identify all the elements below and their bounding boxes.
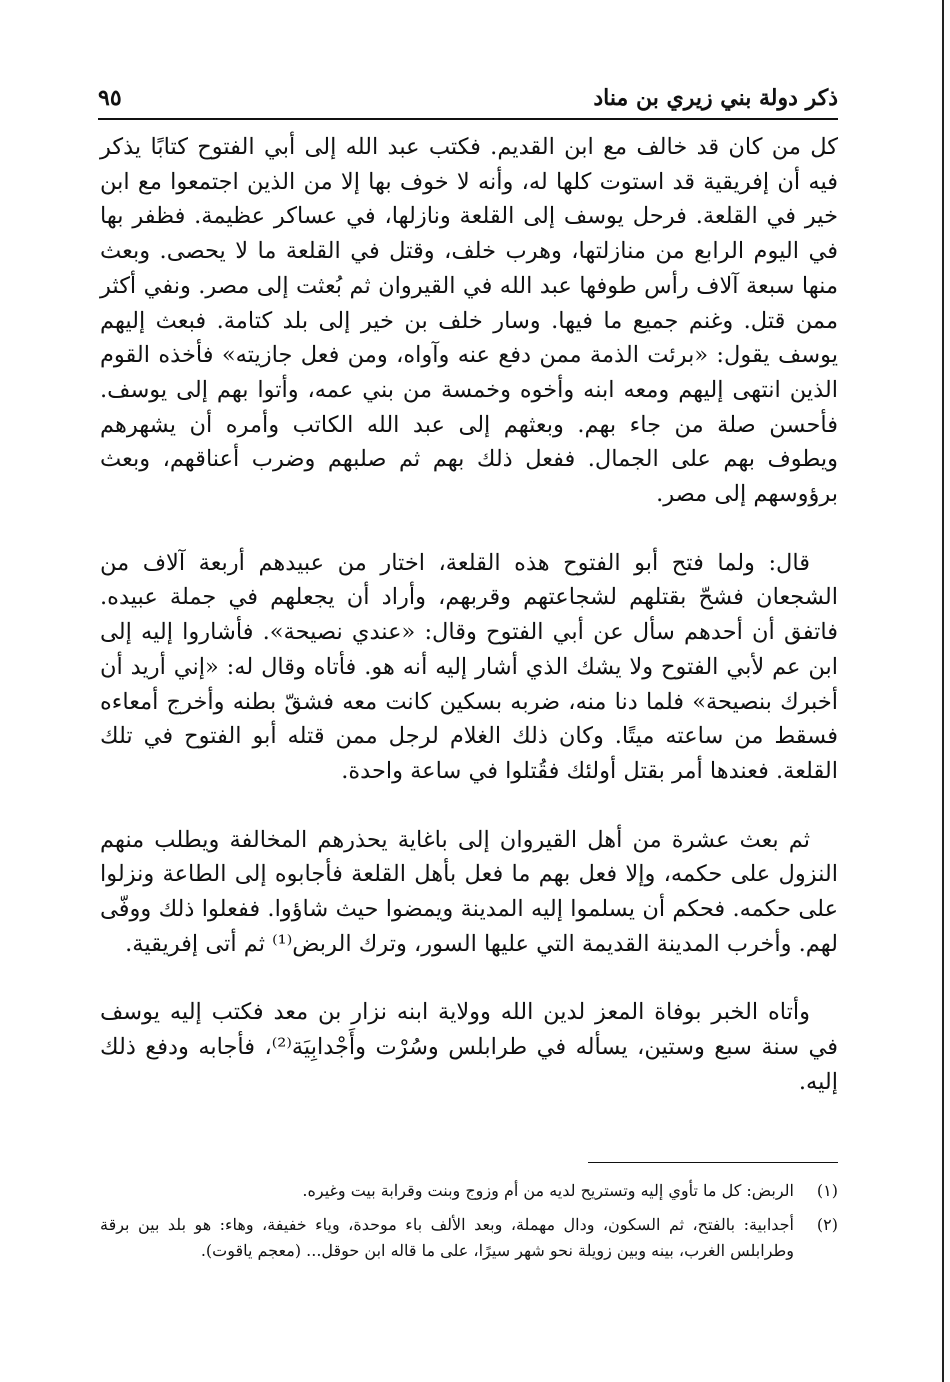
- footnote: [100, 1178, 838, 1204]
- paragraph: ثم بعث عشرة من أهل القيروان إلى باغاية يحذرهم المخالفة ويطلب منهم النزول على حكمه، وإلا فعل بهم ما فعل بأهل القلعة فأجابوه إلى الطاعة ونزلوا على حكمه. فحكم أن يسلموا إليه المدينة ويمضوا حيث شاؤوا. ففعلوا ذلك ووفّى لهم. وأخرب المدينة القديمة التي عليها السور، وترك الربض⁽¹⁾ ثم أتى إفريقية.: [100, 826, 838, 957]
- chapter-title: ذكر دولة بني زيري بن مناد: [593, 85, 838, 111]
- paragraph: وأتاه الخبر بوفاة المعز لدين الله وولاية ابنه نزار بن معد فكتب إليه يوسف في سنة سبع وستين، يسأله في طرابلس وسُرْت وأَجْدابِيَة⁽²⁾، فأجابه ودفع ذلك إليه.: [100, 999, 838, 1095]
- footnotes: [100, 1178, 838, 1272]
- footnote-text: الربض: كل ما تأوي إليه وتستريح لديه من أم وزوج وبنت وقرابة بيت وغيره.: [302, 1181, 794, 1200]
- page-edge: [942, 0, 950, 1382]
- running-header: [98, 78, 838, 118]
- main-text: [100, 130, 838, 1134]
- page-number: ٩٥: [98, 85, 122, 111]
- paragraph: قال: ولما فتح أبو الفتوح هذه القلعة، اختار من عبيدهم أربعة آلاف من الشجعان فشحّ بقتلهم لشجاعتهم وقربهم، وأراد أن يجعلهم في جملة عبيده. فاتفق أن أحدهم سأل عن أبي الفتوح وقال: «عندي نصيحة». فأشاروا إليه إلى ابن عم لأبي الفتوح ولا يشك الذي أشار إليه أنه هو. فأتاه وقال له: «إني أريد أن أخبرك بنصيحة» فلما دنا منه، ضربه بسكين كانت معه فشقّ بطنه وأخرج أمعاءه فسقط من ساعته ميتًا. وكان ذلك الغلام لرجل ممن قتله أبو الفتوح في تلك القلعة. فعندها أمر بقتل أولئك فقُتلوا في ساعة واحدة.: [100, 549, 838, 784]
- footnote-number: (٢): [816, 1215, 838, 1234]
- footnote-number: (١): [816, 1181, 838, 1200]
- footnote-text: أجدابية: بالفتح، ثم السكون، ودال مهملة، وبعد الألف باء موحدة، وياء خفيفة، وهاء: هو بلد بين برقة وطرابلس الغرب، بينه وبين زويلة نحو شهر سيرًا، على ما قاله ابن حوقل... (معجم ياقوت).: [100, 1215, 794, 1260]
- footnote: [100, 1212, 838, 1264]
- paragraph: كل من كان قد خالف مع ابن القديم. فكتب عبد الله إلى أبي الفتوح كتابًا يذكر فيه أن إفريقية قد استوت كلها له، وأنه لا خوف بها إلا من الذين اجتمعوا مع ابن خير في القلعة. فرحل يوسف إلى القلعة ونازلها، في عساكر عظيمة. فظفر بها في اليوم الرابع من منازلتها، وهرب خلف، وقتل في القلعة ما لا يحصى. وبعث منها سبعة آلاف رأس طوفها عبد الله في القيروان ثم بُعثت إلى مصر. ونفي أكثر ممن قتل. وغنم جميع ما فيها. وسار خلف بن خير إلى بلد كتامة. فبعث إليهم يوسف يقول: «برئت الذمة ممن دفع عنه وآواه، ومن فعل جازيته» فأخذه القوم الذين انتهى إليهم ومعه ابنه وأخوه وخمسة من بني عمه، وأتوا بهم إلى يوسف. فأحسن صلة من جاء بهم. وبعثهم إلى عبد الله الكاتب وأمره أن يشهرهم ويطوف بهم على الجمال. ففعل ذلك بهم ثم صلبهم وضرب أعناقهم، وبعث برؤوسهم إلى مصر.: [100, 134, 838, 508]
- header-rule: [98, 118, 838, 120]
- footnote-rule: [588, 1162, 838, 1163]
